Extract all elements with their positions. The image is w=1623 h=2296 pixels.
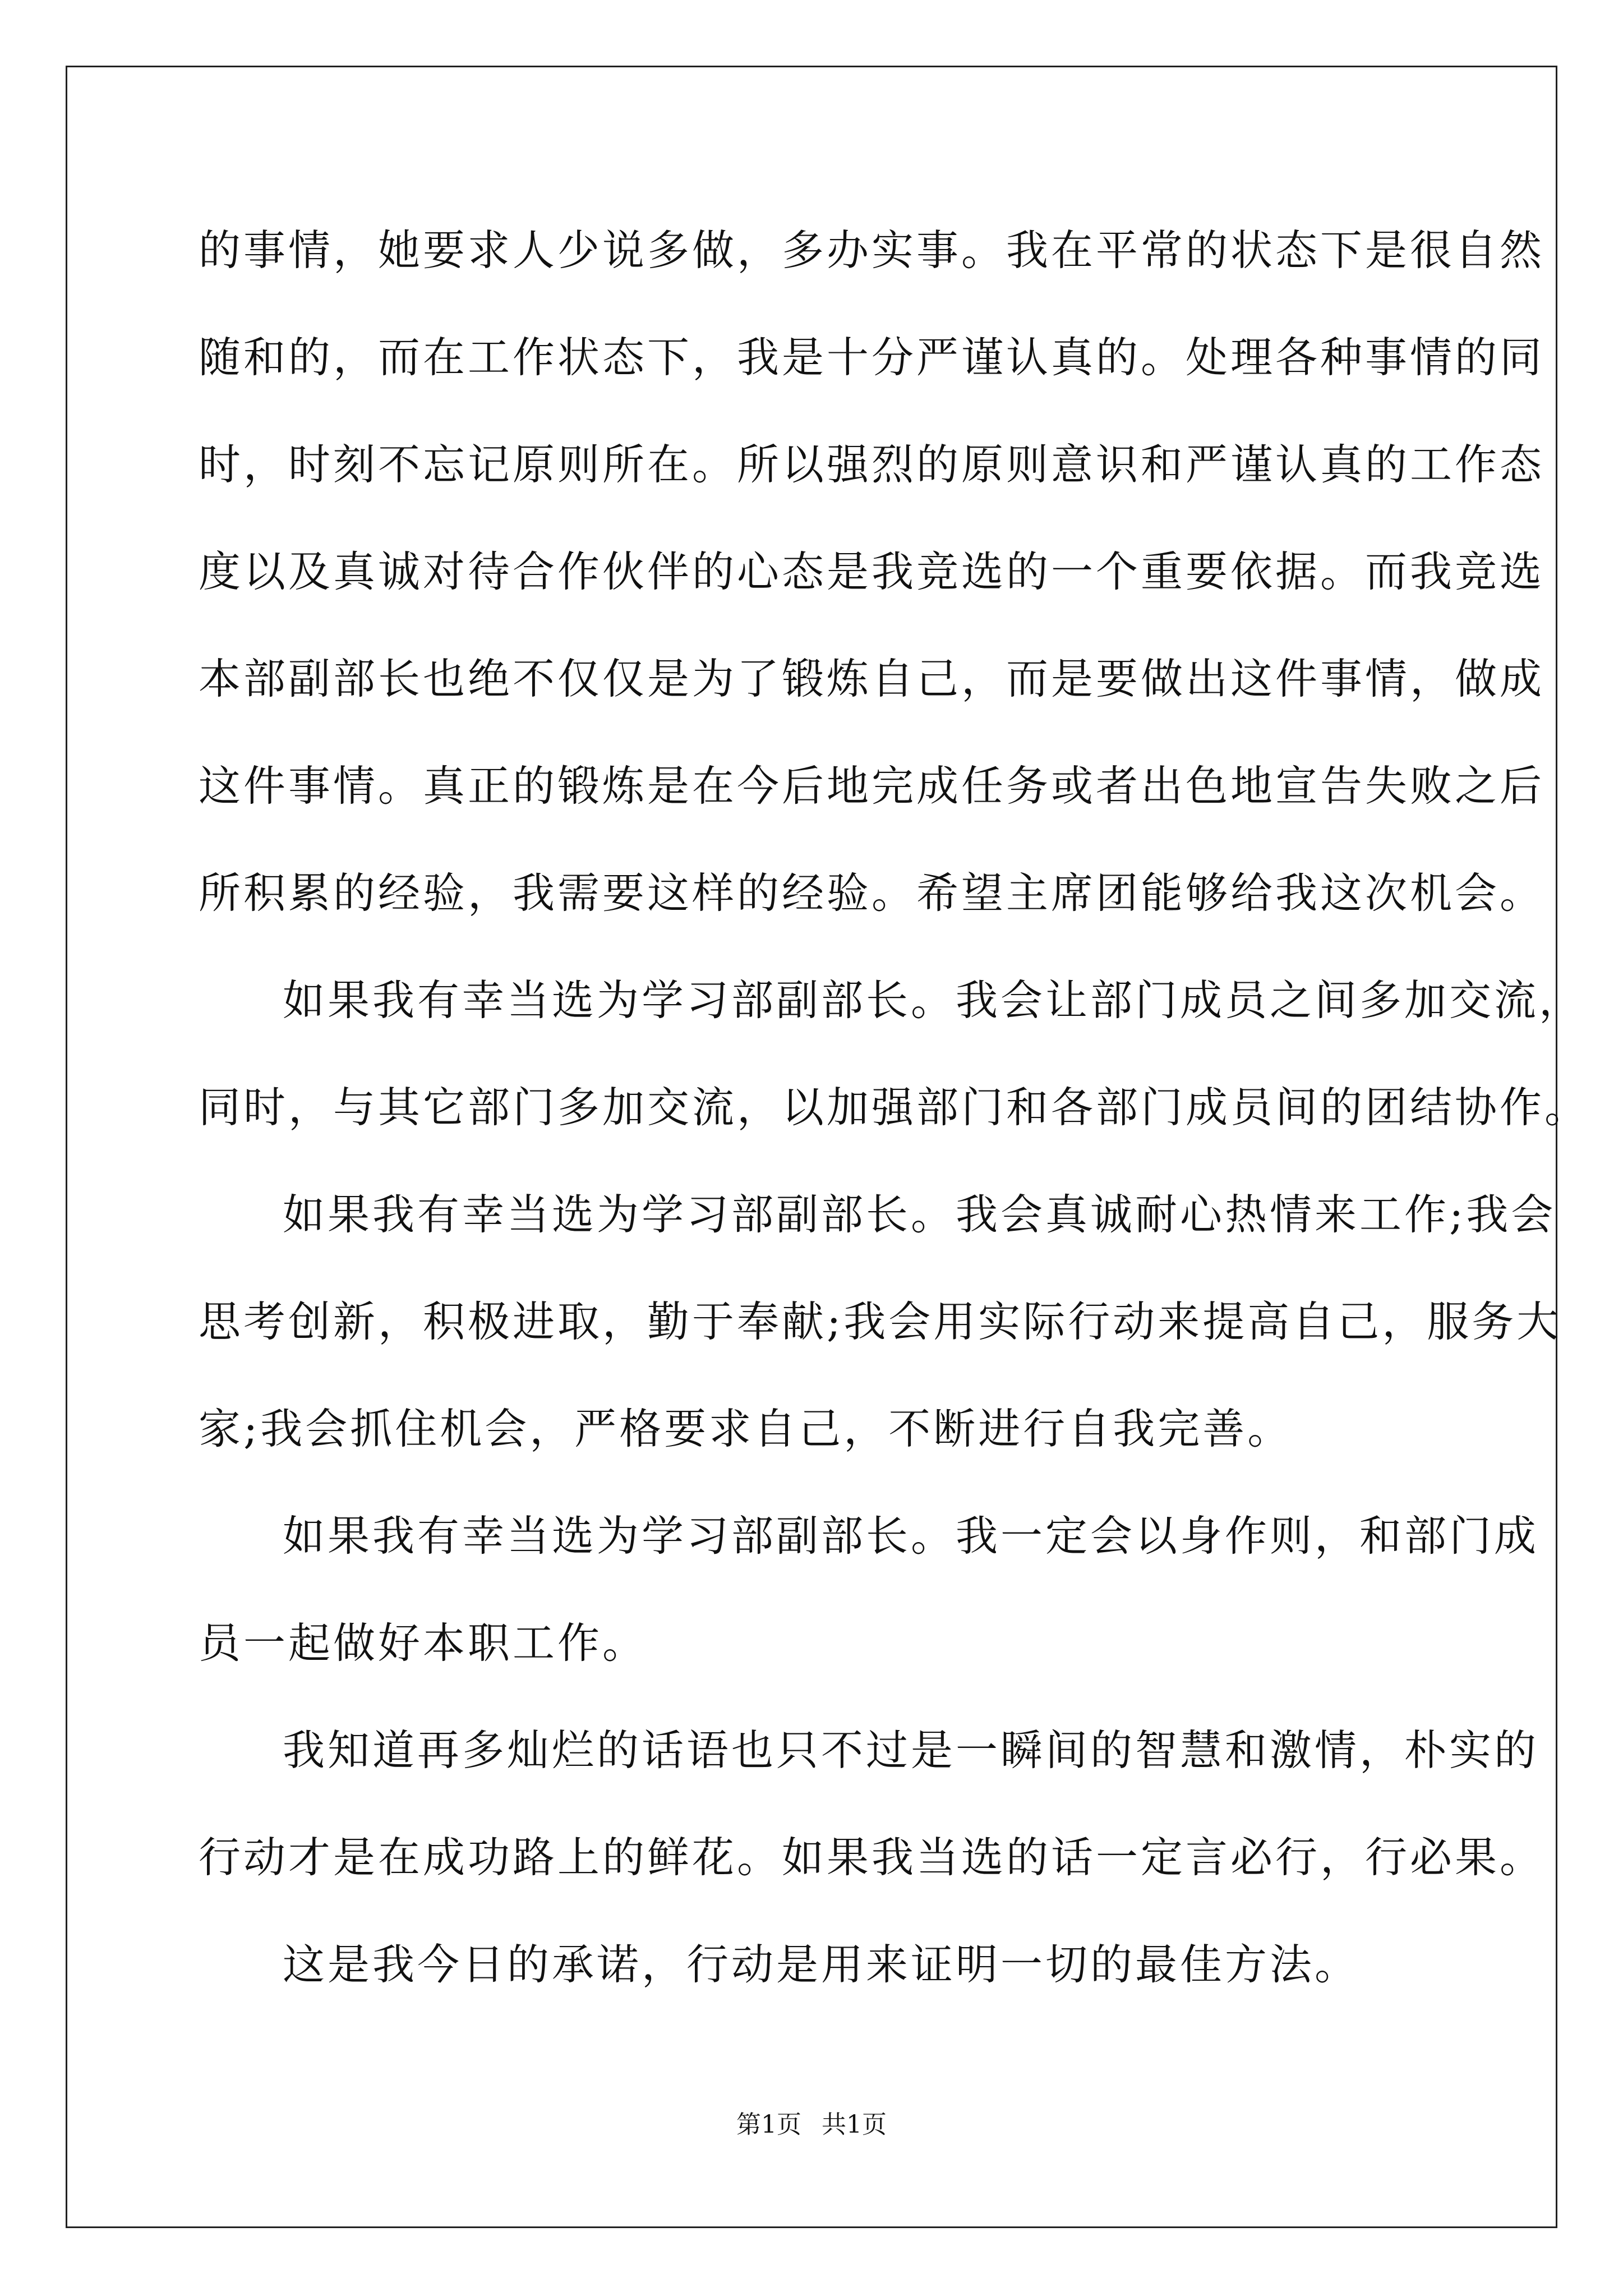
text-line: 度以及真诚对待合作伙伴的心态是我竞选的一个重要依据。而我竞选 [199, 547, 1545, 596]
paragraph-first-line: 如果我有幸当选为学习部副部长。我会让部门成员之间多加交流， [283, 976, 1584, 1025]
text-line: 所积累的经验，我需要这样的经验。希望主席团能够给我这次机会。 [199, 868, 1545, 918]
text-line: 随和的，而在工作状态下，我是十分严谨认真的。处理各种事情的同 [199, 333, 1545, 382]
text-line: 时，时刻不忘记原则所在。所以强烈的原则意识和严谨认真的工作态 [199, 440, 1545, 489]
page-number: 第1页 [736, 2110, 801, 2139]
text-line: 同时，与其它部门多加交流，以加强部门和各部门成员间的团结协作。 [199, 1083, 1590, 1132]
paragraph-first-line: 如果我有幸当选为学习部副部长。我一定会以身作则，和部门成 [283, 1511, 1539, 1561]
page-footer [0, 2108, 1623, 2142]
text-line: 本部副部长也绝不仅仅是为了锻炼自己，而是要做出这件事情，做成 [199, 654, 1545, 703]
page-count: 共1页 [822, 2110, 887, 2139]
text-line: 的事情，她要求人少说多做，多办实事。我在平常的状态下是很自然 [199, 226, 1545, 275]
text-line: 员一起做好本职工作。 [199, 1618, 648, 1668]
paragraph-first-line: 这是我今日的承诺，行动是用来证明一切的最佳方法。 [283, 1940, 1360, 1989]
document-body [199, 213, 1590, 2035]
paragraph-first-line: 我知道再多灿烂的话语也只不过是一瞬间的智慧和激情，朴实的 [283, 1726, 1539, 1775]
text-line: 这件事情。真正的锻炼是在今后地完成任务或者出色地宣告失败之后 [199, 761, 1545, 811]
text-line: 思考创新，积极进取，勤于奉献;我会用实际行动来提高自己，服务大 [199, 1297, 1562, 1346]
paragraph-first-line: 如果我有幸当选为学习部副部长。我会真诚耐心热情来工作;我会 [283, 1190, 1556, 1239]
text-line: 家;我会抓住机会，严格要求自己，不断进行自我完善。 [199, 1404, 1293, 1453]
text-line: 行动才是在成功路上的鲜花。如果我当选的话一定言必行，行必果。 [199, 1833, 1545, 1882]
